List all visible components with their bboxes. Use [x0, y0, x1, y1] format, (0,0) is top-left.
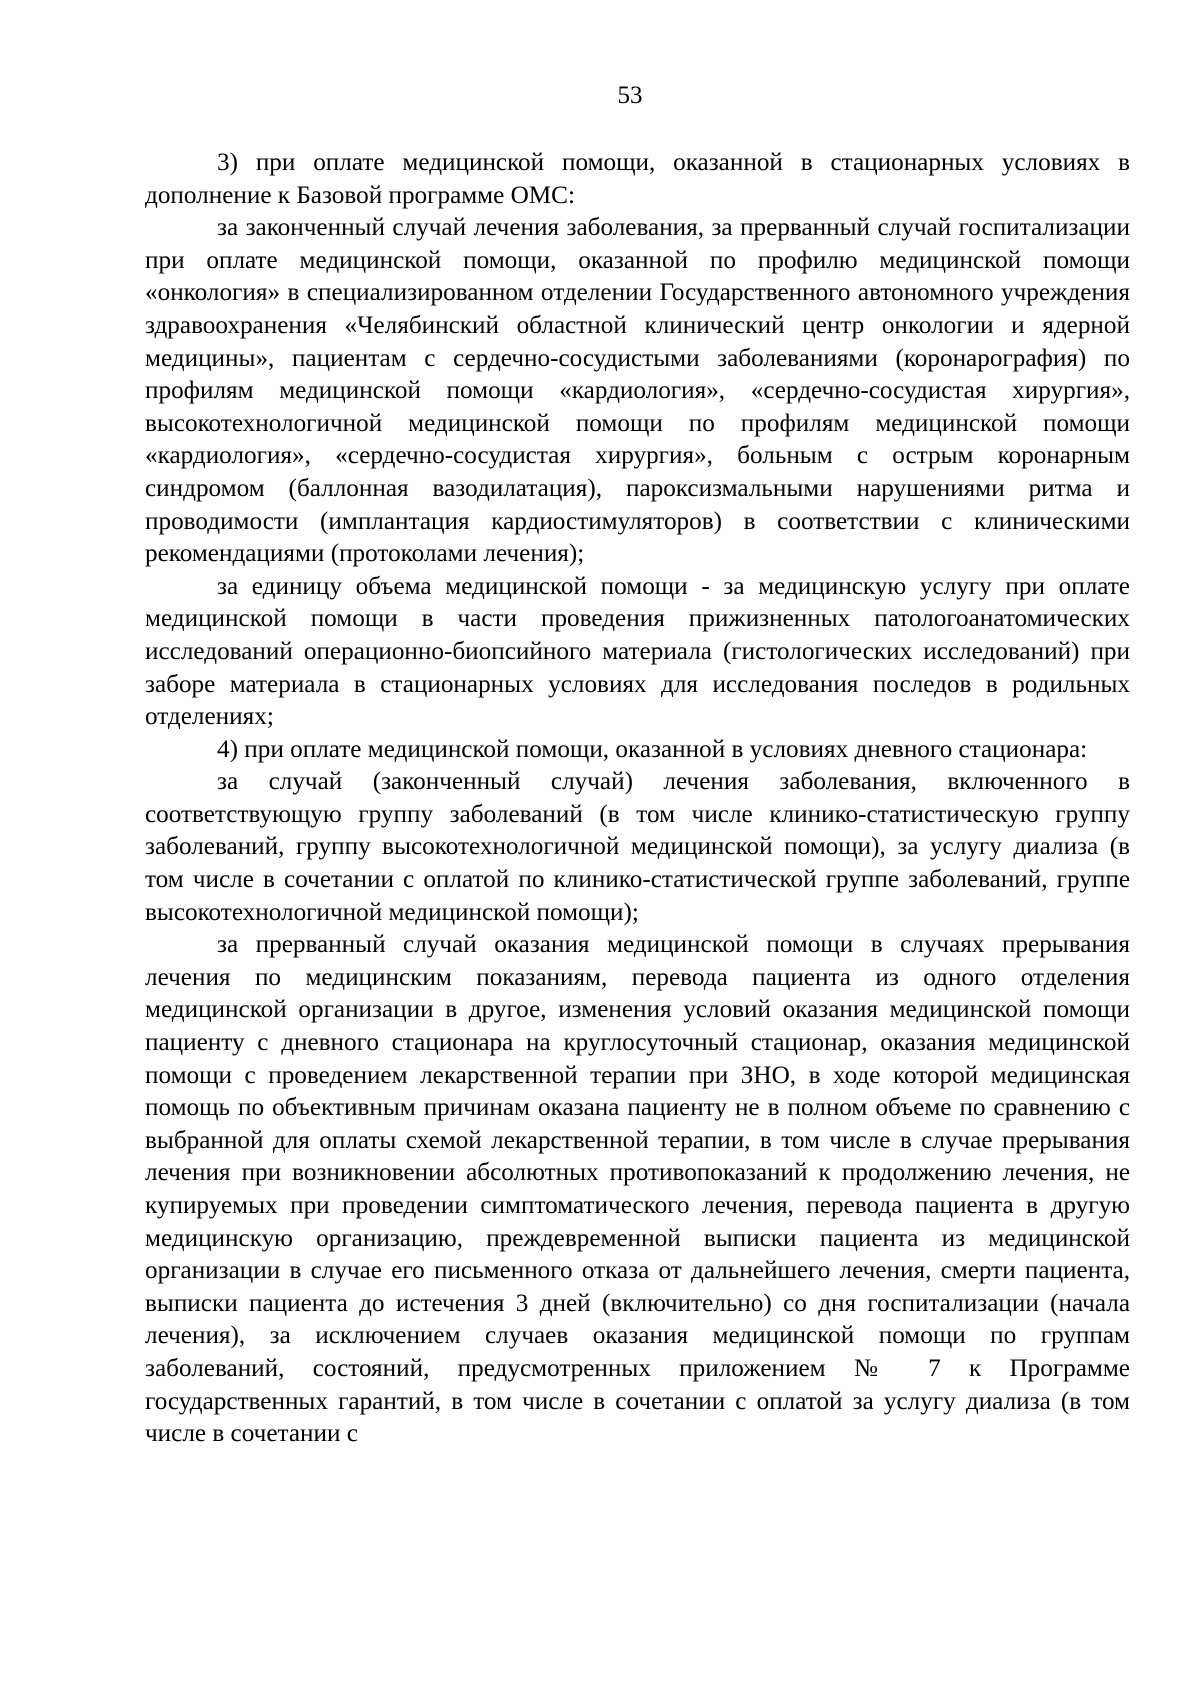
paragraph-item-4-day-hospital: 4) при оплате медицинской помощи, оказанной в условиях дневного стационара: — [217, 735, 1088, 763]
paragraph-unit-volume: за единицу объема медицинской помощи - за медицинскую услугу при оплате медицинской помощи в части проведения прижизненных патологоанатомических исследований операционно-биопсийного материала (гистологических исследований) при заборе материала в стационарных условиях для исследования последов в родильных отделениях; — [145, 572, 1130, 731]
document-body — [145, 147, 1130, 1451]
paragraph-item-3-inpatient: 3) при оплате медицинской помощи, оказанной в стационарных условиях в дополнение к Базовой программе ОМС: — [145, 149, 1130, 209]
page-number: 53 — [617, 82, 643, 109]
paragraph-case-treatment: за случай (законченный случай) лечения заболевания, включенного в соответствующую группу заболеваний (в том числе клинико-статистическую группу заболеваний, группу высокотехнологичной медицинской помощи), за услугу диализа (в том числе в сочетании с оплатой по клинико-статистической группе заболеваний, группе высокотехнологичной медицинской помощи); — [145, 768, 1130, 926]
paragraph-completed-case: за законченный случай лечения заболевания, за прерванный случай госпитализации при оплате медицинской помощи, оказанной по профилю медицинской помощи «онкология» в специализированном отделении Государственного автономного учреждения здравоохранения «Челябинский областной клинический центр онкологии и ядерной медицины», пациентам с сердечно-сосудистыми заболеваниями (коронарография) по профилям медицинской помощи «кардиология», «сердечно-сосудистая хирургия», высокотехнологичной медицинской помощи по профилям медицинской помощи «кардиология», «сердечно-сосудистая хирургия», больным с острым коронарным синдромом (баллонная вазодилатация), пароксизмальными нарушениями ритма и проводимости (имплантация кардиостимуляторов) в соответствии с клиническими рекомендациями (протоколами лечения); — [145, 214, 1130, 568]
paragraph-interrupted-case: за прерванный случай оказания медицинской помощи в случаях прерывания лечения по медицинским показаниям, перевода пациента из одного отделения медицинской организации в другое, изменения условий оказания медицинской помощи пациенту с дневного стационара на круглосуточный стационар, оказания медицинской помощи с проведением лекарственной терапии при ЗНО, в ходе которой медицинская помощь по объективным причинам оказана пациенту не в полном объеме по сравнению с выбранной для оплаты схемой лекарственной терапии, в том числе в случае прерывания лечения при возникновении абсолютных противопоказаний к продолжению лечения, не купируемых при проведении симптоматического лечения, перевода пациента в другую медицинскую организацию, преждевременной выписки пациента из медицинской организации в случае его письменного отказа от дальнейшего лечения, смерти пациента, выписки пациента до истечения 3 дней (включительно) со дня госпитализации (начала лечения), за исключением случаев оказания медицинской помощи по группам заболеваний, состояний, предусмотренных приложением № 7 к Программе государственных гарантий, в том числе в сочетании с оплатой за услугу диализа (в том числе в сочетании с — [145, 931, 1130, 1448]
